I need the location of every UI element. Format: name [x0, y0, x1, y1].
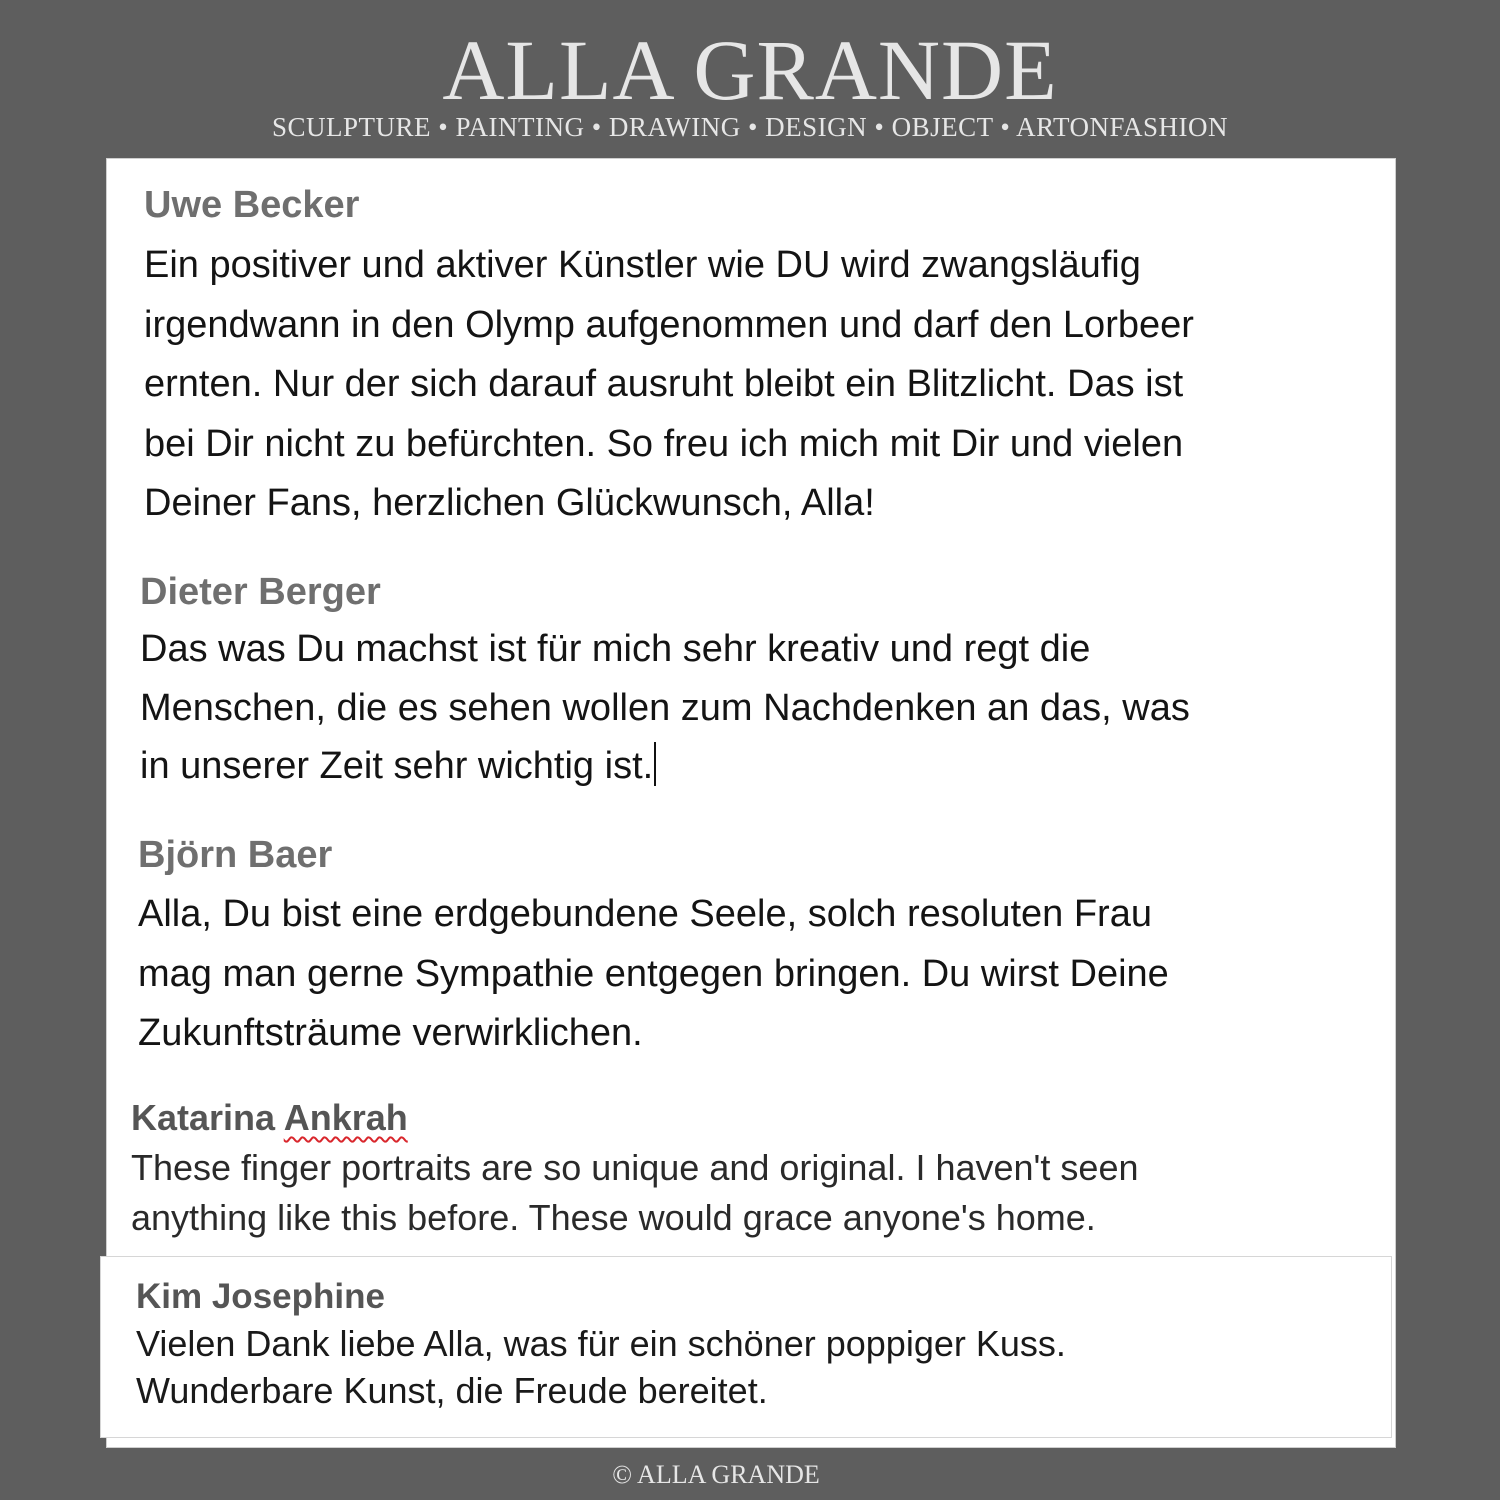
comment-line [140, 737, 1190, 796]
comment-line-text: in unserer Zeit sehr wichtig ist. [140, 745, 654, 787]
brand-tagline: SCULPTURE • PAINTING • DRAWING • DESIGN • OBJECT • ARTONFASHION [271, 112, 1229, 142]
comment-line: Menschen, die es sehen wollen zum Nachdenken an das, was [140, 686, 1190, 729]
comment-author-bjorn-baer: Björn Baer [138, 834, 333, 876]
comment-line: mag man gerne Sympathie entgegen bringen. Du wirst Deine [138, 952, 1169, 995]
comment-line: Ein positiver und aktiver Künstler wie DU wird zwangsläufig [144, 244, 1141, 286]
comment-author-katarina-ankrah [131, 1095, 408, 1141]
comment-line: irgendwann in den Olymp aufgenommen und darf den Lorbeer [144, 303, 1194, 346]
comment-line: Wunderbare Kunst, die Freude bereitet. [136, 1370, 768, 1411]
comment-line: Alla, Du bist eine erdgebundene Seele, solch resoluten Frau [138, 893, 1152, 935]
comment-line: bei Dir nicht zu befürchten. So freu ich mich mit Dir und vielen [144, 422, 1184, 465]
comment-author-dieter-berger: Dieter Berger [140, 571, 381, 613]
comment-line: anything like this before. These would grace anyone's home. [131, 1197, 1096, 1238]
comment-line: These finger portraits are so unique and original. I haven't seen [131, 1147, 1139, 1188]
comment-text-uwe-becker [144, 236, 1194, 534]
comment-line: Zukunftsträume verwirklichen. [138, 1012, 643, 1054]
comment-text-katarina-ankrah [131, 1143, 1139, 1243]
comment-text-dieter-berger[interactable] [140, 620, 1190, 796]
comment-text-bjorn-baer [138, 885, 1169, 1064]
author-first-name: Katarina [131, 1097, 276, 1138]
comment-line: Das was Du machst ist für mich sehr kreativ und regt die [140, 628, 1091, 670]
spellcheck-underlined-word[interactable]: Ankrah [283, 1097, 408, 1138]
comment-author-uwe-becker: Uwe Becker [144, 184, 360, 226]
comment-line: ernten. Nur der sich darauf ausruht bleibt ein Blitzlicht. Das ist [144, 363, 1184, 405]
comment-author-kim-josephine: Kim Josephine [136, 1277, 385, 1316]
copyright-notice: © ALLA GRANDE [612, 1460, 820, 1489]
comment-line: Deiner Fans, herzlichen Glückwunsch, Alla! [144, 482, 875, 524]
comment-line: Vielen Dank liebe Alla, was für ein schöner poppiger Kuss. [136, 1323, 1066, 1364]
brand-title: ALLA GRANDE [442, 22, 1058, 118]
comment-text-kim-josephine [136, 1320, 1066, 1414]
text-cursor [654, 742, 656, 786]
